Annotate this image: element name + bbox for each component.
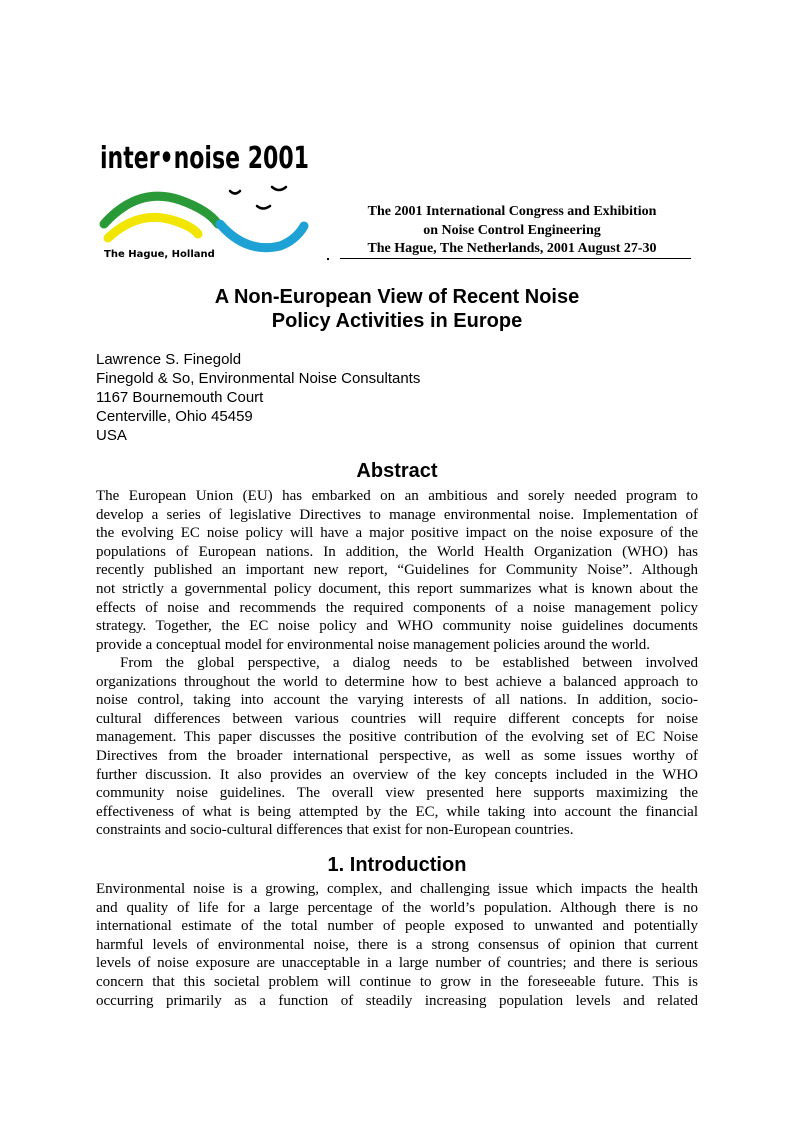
introduction-paragraph-1 [96, 880, 698, 1010]
paper-title [96, 285, 698, 333]
text-line: management. This paper discusses the positive contribution of the evolving set of EC Noise [96, 729, 698, 746]
text-line: Environmental noise is a growing, complex, and challenging issue which impacts the health [96, 881, 698, 897]
text-line: provide a conceptual model for environmental noise management policies around the world. [96, 636, 650, 653]
header-rule [340, 258, 691, 259]
text-line: not strictly a governmental policy document, this report summarizes what is known about the [96, 580, 698, 597]
conference-info [336, 203, 688, 259]
abstract-paragraph-1 [96, 487, 698, 654]
author-city: Centerville, Ohio 45459 [96, 408, 253, 425]
logo-tagline: The Hague, Holland [104, 249, 215, 260]
text-line: international estimate of the total number of people exposed to unwanted and potentially [96, 918, 698, 935]
inter-noise-logo-graphic [100, 134, 330, 264]
text-line: strategy. Together, the EC noise policy and WHO community noise guidelines documents [96, 618, 698, 635]
author-block [96, 350, 698, 445]
text-line: constraints and socio-cultural differences that exist for non-European countries. [96, 822, 574, 839]
text-line: noise control, taking into account the varying interests of all nations. In addition, socio- [96, 692, 698, 709]
text-line: levels of noise exposure are unacceptable in a large number of countries; and there is serious [96, 955, 698, 972]
text-line: effects of noise and recommends the required components of a noise management policy [96, 599, 698, 616]
header-rule-tick [327, 258, 329, 260]
author-address: 1167 Bournemouth Court [96, 389, 264, 406]
text-line: recently published an important new report, “Guidelines for Community Noise”. Although [96, 562, 698, 579]
text-line: develop a series of legislative Directives to manage environmental noise. Implementation of [96, 506, 698, 523]
abstract-paragraph-2 [96, 654, 698, 840]
text-line: further discussion. It also provides an overview of the key concepts included in the WHO [96, 766, 698, 783]
conference-line: on Noise Control Engineering [423, 222, 601, 238]
text-line: cultural differences between various countries will require different concepts for noise [96, 710, 698, 727]
author-name: Lawrence S. Finegold [96, 351, 242, 368]
text-line: harmful levels of environmental noise, there is a strong consensus of opinion that current [96, 936, 698, 953]
text-line: effectiveness of what is being attempted by the EC, while taking into account the financial [96, 803, 698, 820]
inter-noise-logo [100, 134, 330, 264]
text-line: concern that this societal problem will continue to grow in the foreseeable future. This is [96, 973, 698, 990]
author-affiliation: Finegold & So, Environmental Noise Consultants [96, 370, 421, 387]
text-line: and quality of life for a large percentage of the world’s population. Although there is no [96, 899, 698, 916]
text-line: The European Union (EU) has embarked on an ambitious and sorely needed program to [96, 488, 698, 504]
text-line: community noise guidelines. The overall view presented here supports maximizing the [96, 785, 698, 802]
author-country: USA [96, 427, 127, 444]
abstract-heading: Abstract [356, 460, 438, 482]
text-line: Directives from the broader international perspective, as well as some issues worthy of [96, 747, 698, 764]
text-line: occurring primarily as a function of steadily increasing population levels and related [96, 992, 698, 1009]
conference-line: The 2001 International Congress and Exhibition [367, 204, 657, 219]
logo-wordmark: inter•noise 2001 [100, 141, 309, 176]
text-line: the evolving EC noise policy will have a major positive impact on the noise exposure of the [96, 525, 698, 542]
introduction-heading: 1. Introduction [327, 854, 467, 876]
title-line: A Non-European View of Recent Noise [214, 286, 580, 308]
text-line: organizations throughout the world to determine how to best achieve a balanced approach to [96, 673, 698, 690]
text-line: From the global perspective, a dialog needs to be established between involved [120, 655, 698, 671]
text-line: populations of European nations. In addition, the World Health Organization (WHO) has [96, 543, 698, 560]
title-line: Policy Activities in Europe [271, 310, 523, 332]
conference-line: The Hague, The Netherlands, 2001 August 27-30 [367, 241, 657, 256]
